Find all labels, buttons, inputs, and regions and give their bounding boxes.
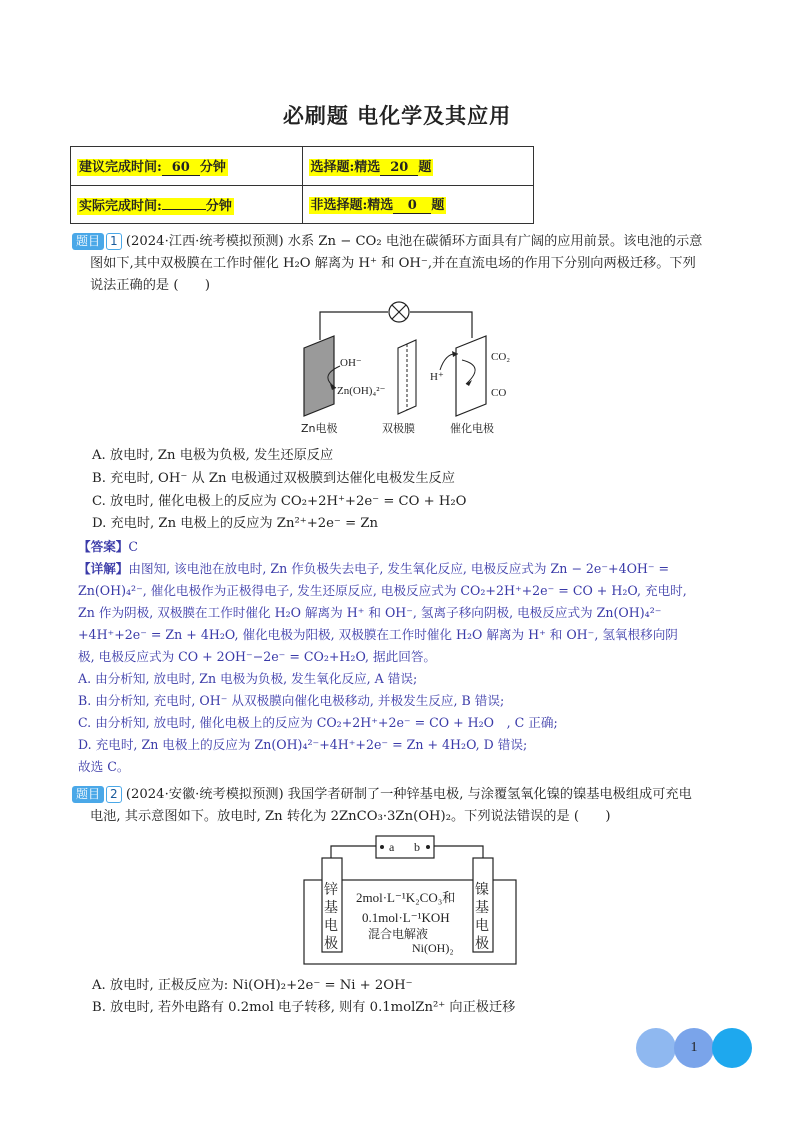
question-2	[72, 784, 732, 828]
co2-label: CO₂	[491, 351, 511, 363]
choice-value: 20	[380, 160, 418, 176]
zinc-electrode-label-char: 锌	[324, 882, 338, 898]
h-label: H⁺	[430, 371, 444, 383]
choice-label: 选择题:精选	[310, 159, 381, 175]
page-number: 1	[674, 1028, 714, 1068]
analysis-line: 由图知, 该电池在放电时, Zn 作负极失去电子, 发生氧化反应, 电极反应式为 Zn − 2e⁻+4OH⁻ =	[128, 561, 670, 576]
question-tag: 题目	[72, 233, 104, 250]
q2-stem-line1: (2024·安徽·统考模拟预测) 我国学者研制了一种锌基电极, 与涂覆氢氧化镍的镍基电极组成可充电	[125, 787, 692, 802]
load-box	[376, 836, 434, 858]
q1-stem-line1: (2024·江西·统考模拟预测) 水系 Zn − CO₂ 电池在碳循环方面具有广阔的应用前景。该电池的示意	[125, 234, 703, 249]
zinc-electrode-label-char: 极	[324, 936, 338, 952]
question-tag: 题目	[72, 786, 104, 803]
q1-option-c[interactable]: C. 放电时, 催化电极上的反应为 CO₂+2H⁺+2e⁻ = CO + H₂O	[92, 494, 467, 509]
analysis-label: 【详解】	[78, 561, 129, 576]
suggest-time-unit: 分钟	[199, 159, 226, 175]
nickel-electrode-label-char: 镍	[475, 882, 489, 898]
suggest-time-label: 建议完成时间:	[79, 159, 162, 175]
analysis-line: +4H⁺+2e⁻ = Zn + 4H₂O, 催化电极为阳极, 双极膜在工作时催化 H₂O 解离为 H⁺ 和 OH⁻, 氢氧根移向阴	[78, 627, 678, 642]
analysis-line: Zn 作为阴极, 双极膜在工作时催化 H₂O 解离为 H⁺ 和 OH⁻, 氢离子移向阴极, 电极反应式为 Zn(OH)₄²⁻	[78, 605, 662, 620]
analysis-line: D. 充电时, Zn 电极上的反应为 Zn(OH)₄²⁻+4H⁺+2e⁻ = Zn + 4H₂O, D 错误;	[78, 737, 528, 752]
q1-answer	[78, 536, 738, 558]
choice-unit: 题	[418, 159, 432, 175]
membrane-label: 双极膜	[382, 422, 415, 435]
zinc-electrode-label-char: 电	[324, 918, 338, 934]
electrolyte-line3: 混合电解液	[368, 927, 429, 941]
nonchoice-count-cell	[302, 185, 534, 224]
nickel-electrode-label-char: 电	[475, 918, 489, 934]
q2-battery-diagram	[300, 832, 520, 968]
q2-option-a[interactable]: A. 放电时, 正极反应为: Ni(OH)₂+2e⁻ = Ni + 2OH⁻	[92, 978, 413, 993]
answer-label: 【答案】	[78, 539, 129, 554]
nickel-electrode-label-char: 基	[475, 900, 489, 916]
question-1	[72, 231, 732, 297]
terminal-a-label: a	[389, 840, 395, 854]
page-title: 必刷题 电化学及其应用	[282, 103, 512, 128]
q1-option-b[interactable]: B. 充电时, OH⁻ 从 Zn 电极通过双极膜到达催化电极发生反应	[92, 471, 455, 486]
analysis-line: B. 由分析知, 充电时, OH⁻ 从双极膜向催化电极移动, 并极发生反应, B 错误;	[78, 693, 505, 708]
oh-label: OH⁻	[340, 357, 362, 369]
analysis-line: 极, 电极反应式为 CO + 2OH⁻−2e⁻ = CO₂+H₂O, 据此回答。	[78, 649, 437, 664]
catalyst-electrode-shape	[456, 336, 486, 416]
question-number: 1	[106, 233, 122, 250]
zinc-electrode-label-char: 基	[324, 900, 338, 916]
page-circle-decoration	[636, 1028, 676, 1068]
actual-time-label: 实际完成时间:	[79, 198, 162, 214]
co-label: CO	[491, 387, 507, 399]
q1-option-a[interactable]: A. 放电时, Zn 电极为负极, 发生还原反应	[92, 448, 334, 463]
analysis-line: A. 由分析知, 放电时, Zn 电极为负极, 发生氧化反应, A 错误;	[78, 671, 418, 686]
nickel-electrode-label-char: 极	[475, 936, 489, 952]
q1-analysis	[78, 558, 738, 778]
question-number: 2	[106, 786, 122, 803]
electrolyte-line2: 0.1mol·L⁻¹KOH	[362, 910, 450, 925]
suggest-time-value: 60	[162, 160, 200, 176]
q1-stem-line3: 说法正确的是 ( )	[90, 278, 210, 293]
actual-time-value[interactable]	[162, 209, 206, 210]
nonchoice-label: 非选择题:精选	[310, 198, 394, 214]
analysis-line: C. 由分析知, 放电时, 催化电极上的反应为 CO₂+2H⁺+2e⁻ = CO + H₂O , C 正确;	[78, 715, 558, 730]
q2-stem-line2: 电池, 其示意图如下。放电时, Zn 转化为 2ZnCO₃·3Zn(OH)₂。下列说法错误的是 ( )	[90, 809, 611, 824]
zn-electrode-label: Zn电极	[301, 422, 338, 435]
zn-electrode-shape	[304, 336, 334, 416]
zincate-label: Zn(OH)₄²⁻	[337, 385, 386, 397]
analysis-line: Zn(OH)₄²⁻, 催化电极作为正极得电子, 发生还原反应, 电极反应式为 CO₂+2H⁺+2e⁻ = CO + H₂O, 充电时,	[78, 583, 687, 598]
nonchoice-value: 0	[393, 198, 431, 214]
page-circle-decoration	[712, 1028, 752, 1068]
nioh2-label: Ni(OH)₂	[412, 941, 454, 955]
nonchoice-unit: 题	[431, 198, 445, 214]
actual-time-unit: 分钟	[205, 198, 232, 214]
q1-stem-line2: 图如下,其中双极膜在工作时催化 H₂O 解离为 H⁺ 和 OH⁻,并在直流电场的作用下分别向两极迁移。下列	[90, 256, 696, 271]
q1-option-d[interactable]: D. 充电时, Zn 电极上的反应为 Zn²⁺+2e⁻ = Zn	[92, 516, 378, 531]
suggest-time-cell	[71, 147, 303, 186]
choice-count-cell	[302, 147, 534, 186]
q2-option-b[interactable]: B. 放电时, 若外电路有 0.2mol 电子转移, 则有 0.1molZn²⁺ 向正极迁移	[92, 1000, 516, 1015]
answer-value: C	[128, 539, 139, 554]
info-table	[70, 146, 534, 224]
analysis-line: 故选 C。	[78, 759, 130, 774]
terminal-b-label: b	[414, 840, 420, 854]
electrolyte-line1: 2mol·L⁻¹K₂CO₃和	[356, 890, 456, 905]
actual-time-cell	[71, 185, 303, 224]
q1-battery-diagram	[290, 298, 530, 438]
catalyst-electrode-label: 催化电极	[450, 422, 494, 435]
